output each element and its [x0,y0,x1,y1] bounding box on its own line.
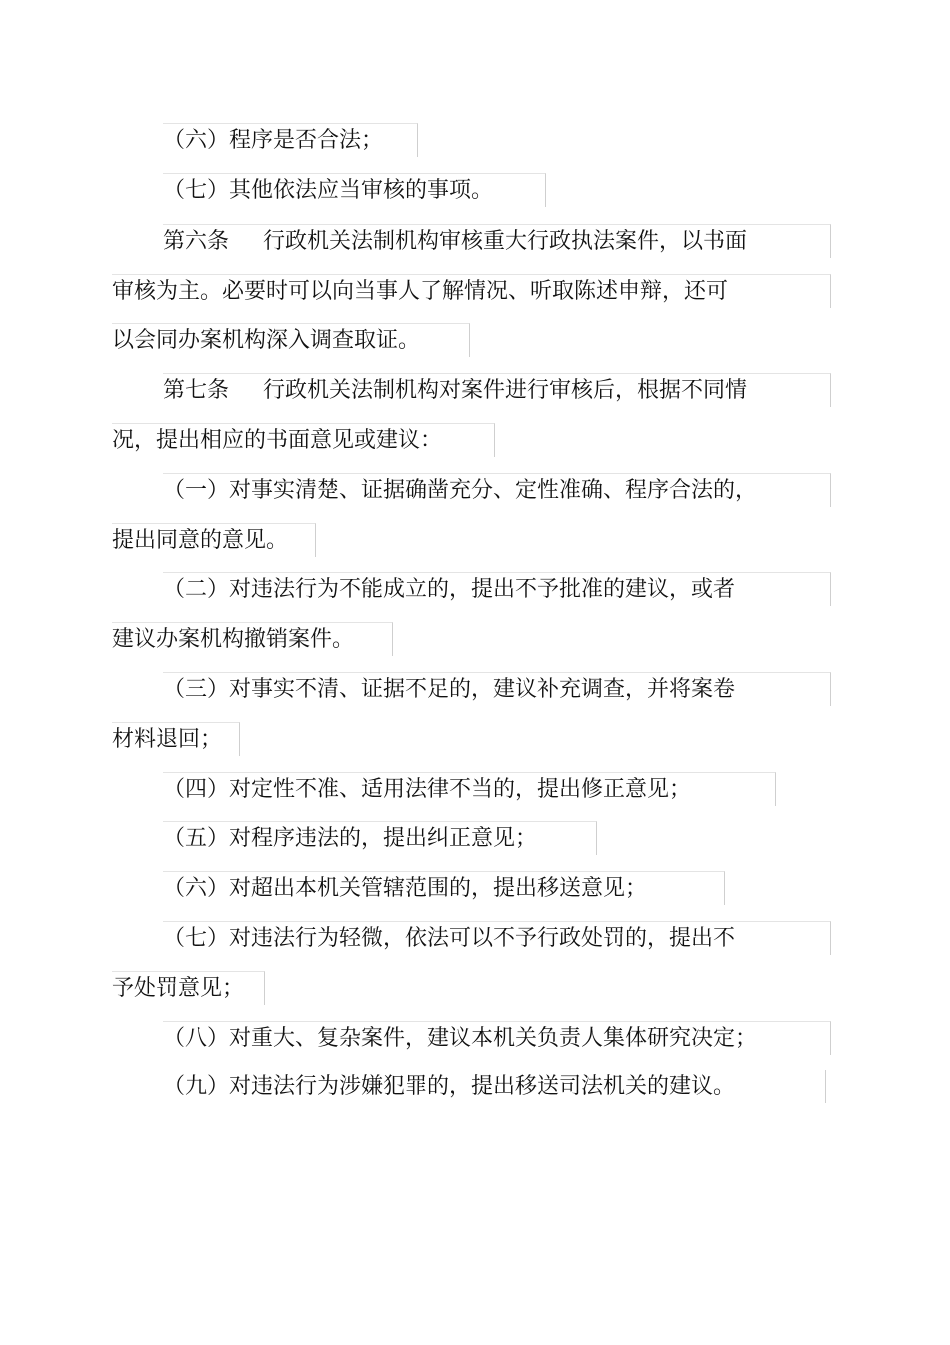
line-18: 予处罚意见； [112,971,265,1005]
line-19: （八）对重大、复杂案件，建议本机关负责人集体研究决定； [163,1021,831,1055]
line-14: （四）对定性不准、适用法律不当的，提出修正意见； [163,772,776,806]
line-4: 审核为主。必要时可以向当事人了解情况、听取陈述申辩，还可 [112,274,831,308]
line-2: （七）其他依法应当审核的事项。 [163,173,546,207]
line-15: （五）对程序违法的，提出纠正意见； [163,821,597,855]
line-17: （七）对违法行为轻微，依法可以不予行政处罚的，提出不 [163,921,831,955]
article-6-first-line: 第六条 行政机关法制机构审核重大行政执法案件，以书面 [163,224,831,258]
article-number: 第六条 [163,229,230,254]
line-8: （一）对事实清楚、证据确凿充分、定性准确、程序合法的， [163,473,831,507]
line-5: 以会同办案机构深入调查取证。 [112,323,470,357]
line-9: 提出同意的意见。 [112,523,316,557]
line-12: （三）对事实不清、证据不足的，建议补充调查，并将案卷 [163,672,831,706]
line-16: （六）对超出本机关管辖范围的，提出移送意见； [163,871,725,905]
line-20: （九）对违法行为涉嫌犯罪的，提出移送司法机关的建议。 [163,1070,826,1103]
line-7: 况，提出相应的书面意见或建议： [112,423,495,457]
line-10: （二）对违法行为不能成立的，提出不予批准的建议，或者 [163,572,831,606]
line-1: （六）程序是否合法； [163,123,418,157]
article-number: 第七条 [163,378,230,403]
line-13: 材料退回； [112,722,240,756]
line-11: 建议办案机构撤销案件。 [112,622,393,656]
article-7-first-line: 第七条 行政机关法制机构对案件进行审核后，根据不同情 [163,373,831,407]
